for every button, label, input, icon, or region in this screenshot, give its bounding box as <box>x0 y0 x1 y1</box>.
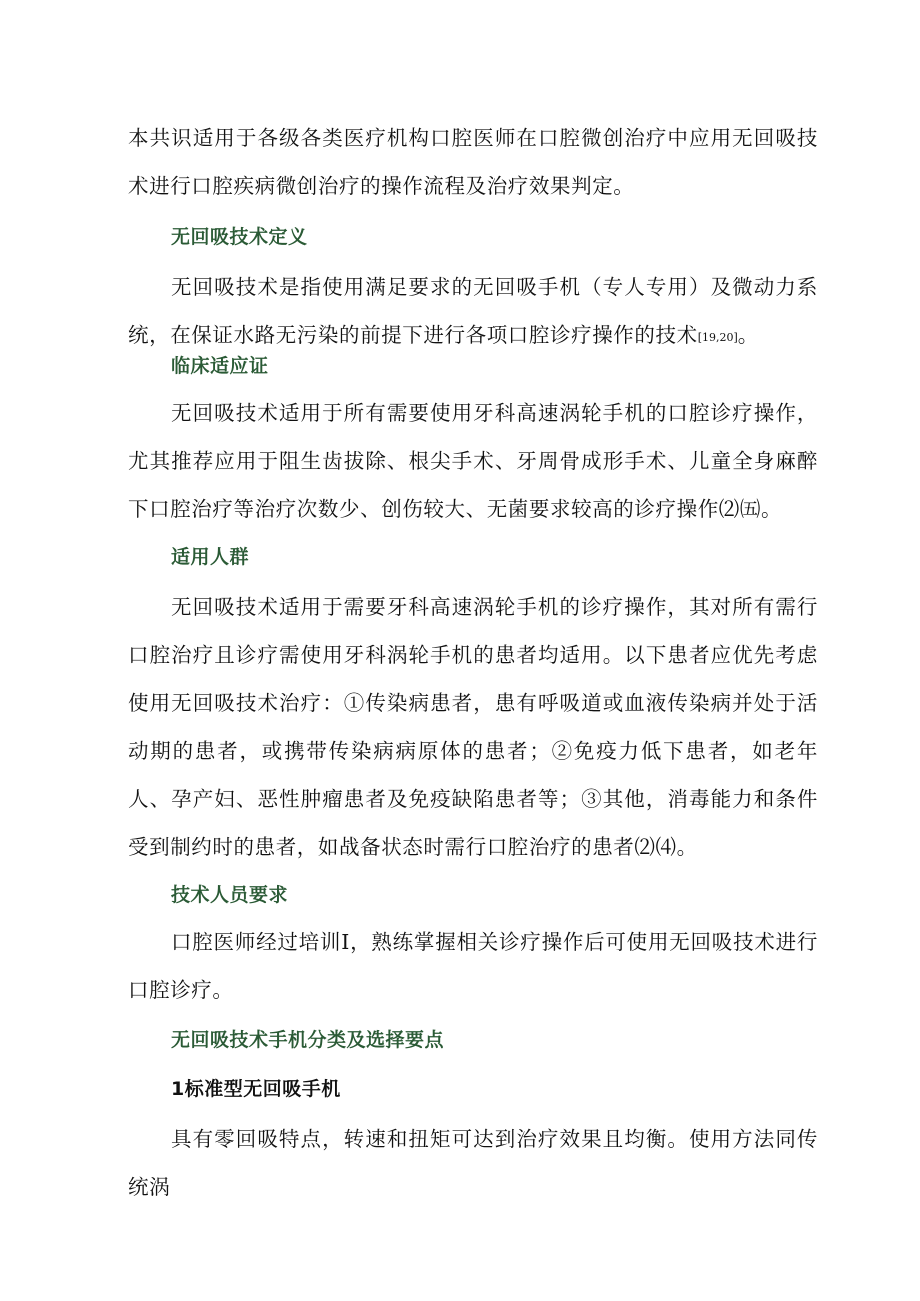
handpiece-paragraph: 具有零回吸特点，转速和扭矩可达到治疗效果且均衡。使用方法同传统涡 <box>128 1127 818 1199</box>
definition-paragraph <box>128 263 818 362</box>
heading-indications: 临床适应证 <box>171 355 269 377</box>
heading-population: 适用人群 <box>171 546 250 568</box>
heading-definition: 无回吸技术定义 <box>171 226 308 248</box>
definition-citation: [19,20] <box>697 331 738 344</box>
staff-paragraph: 口腔医师经过培训I，熟练掌握相关诊疗操作后可使用无回吸技术进行口腔诊疗。 <box>128 930 818 1002</box>
heading-staff: 技术人员要求 <box>171 884 289 906</box>
definition-text: 无回吸技术是指使用满足要求的无回吸手机（专人专用）及微动力系统，在保证水路无污染的前提下进行各项口腔诊疗操作的技术 <box>128 275 818 347</box>
indications-paragraph: 无回吸技术适用于所有需要使用牙科高速涡轮手机的口腔诊疗操作，尤其推荐应用于阻生齿拔除、根尖手术、牙周骨成形手术、儿童全身麻醉下口腔治疗等治疗次数少、创伤较大、无菌要求较高的诊疗操作⑵㈤。 <box>128 401 818 521</box>
population-paragraph: 无回吸技术适用于需要牙科高速涡轮手机的诊疗操作，其对所有需行口腔治疗且诊疗需使用牙科涡轮手机的患者均适用。以下患者应优先考虑使用无回吸技术治疗：①传染病患者，患有呼吸道或血液传染病并处于活动期的患者，或携带传染病病原体的患者；②免疫力低下患者，如老年人、孕产妇、恶性肿瘤患者及免疫缺陷患者等；③其他，消毒能力和条件受到制约时的患者，如战备状态时需行口腔治疗的患者⑵⑷。 <box>128 595 818 859</box>
heading-handpiece: 无回吸技术手机分类及选择要点 <box>171 1029 445 1051</box>
subheading-standard-handpiece: 1标准型无回吸手机 <box>171 1078 341 1100</box>
intro-paragraph: 本共识适用于各级各类医疗机构口腔医师在口腔微创治疗中应用无回吸技术进行口腔疾病微创治疗的操作流程及治疗效果判定。 <box>128 126 818 198</box>
definition-tail: 。 <box>737 323 759 347</box>
